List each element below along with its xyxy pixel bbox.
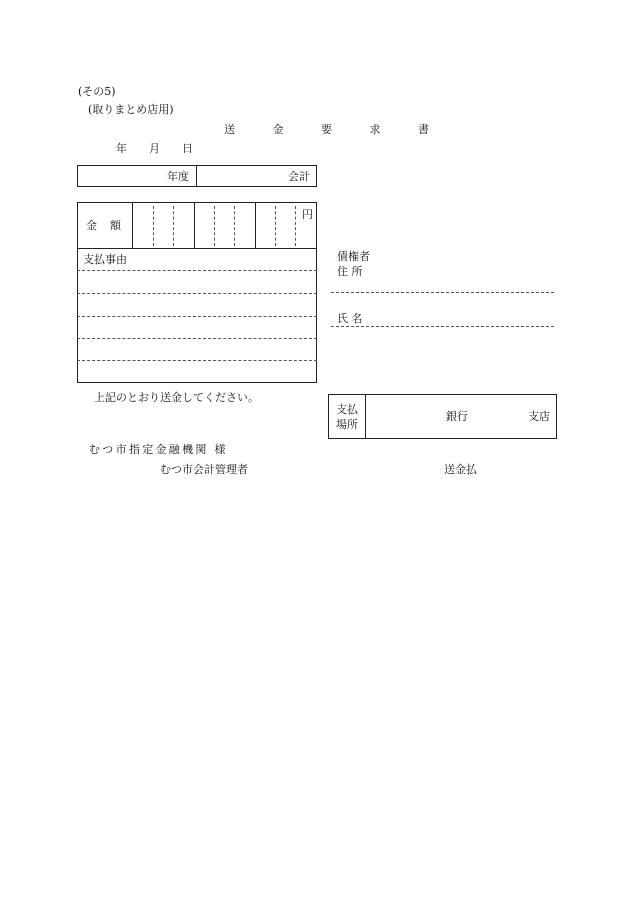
amount-label-divider (132, 202, 133, 248)
amount-label-1: 金 (86, 219, 97, 232)
payment-place-box (328, 394, 557, 439)
reason-line (77, 360, 317, 361)
creditor-name-label: 氏 名 (337, 312, 363, 325)
fiscal-divider (196, 165, 197, 187)
payment-place-divider (365, 394, 366, 439)
address-line (331, 292, 554, 293)
fiscal-box (77, 165, 317, 187)
digit-divider (214, 206, 215, 246)
title-char: 送 (224, 123, 235, 136)
branch-label: 支店 (528, 410, 550, 423)
digit-divider (153, 206, 154, 246)
bank-label: 銀行 (446, 410, 468, 423)
digit-divider (275, 206, 276, 246)
digit-group-divider (255, 202, 256, 248)
reason-line (77, 293, 317, 294)
title-char: 要 (321, 123, 332, 136)
title-char: 求 (369, 123, 381, 136)
form-number: (その5) (78, 85, 116, 98)
reason-line (77, 270, 317, 271)
payment-place-label-2: 場所 (336, 418, 358, 431)
title-char: 金 (272, 123, 284, 136)
amount-label-2: 額 (110, 219, 121, 232)
usage-note: (取りまとめ店用) (88, 103, 174, 116)
digit-divider (173, 206, 174, 246)
date-month: 月 (149, 142, 160, 155)
remittance-label: 送金払 (444, 463, 477, 476)
creditor-label: 債権者 (337, 250, 370, 263)
request-text: 上記のとおり送金してください。 (94, 391, 259, 404)
accounting-manager: むつ市会計管理者 (160, 463, 248, 476)
yen-label: 円 (302, 208, 313, 221)
name-line (331, 326, 554, 327)
addressee: むつ市指定金融機関 様 (89, 443, 228, 456)
account-label: 会計 (288, 170, 310, 183)
digit-divider (295, 206, 296, 246)
amount-bottom-line (77, 248, 317, 249)
payment-reason-label: 支払事由 (83, 253, 127, 266)
date-day: 日 (182, 142, 193, 155)
payment-place-label-1: 支払 (336, 403, 358, 416)
title-char: 書 (418, 123, 429, 136)
fiscal-year-label: 年度 (167, 170, 189, 183)
date-year: 年 (116, 142, 127, 155)
digit-divider (234, 206, 235, 246)
reason-line (77, 338, 317, 339)
form-title (224, 124, 429, 135)
digit-group-divider (194, 202, 195, 248)
creditor-address-label: 住 所 (337, 265, 363, 278)
reason-line (77, 316, 317, 317)
